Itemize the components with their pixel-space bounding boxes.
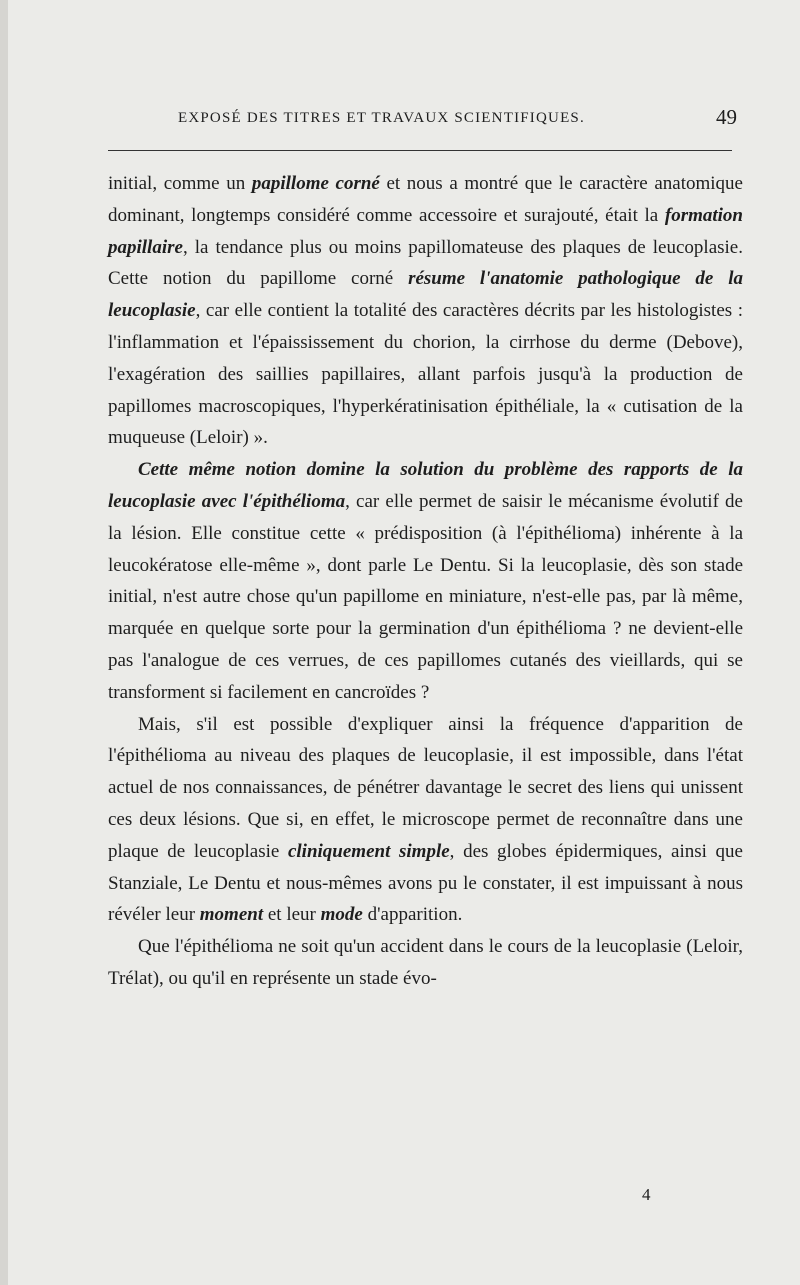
paragraph (108, 931, 743, 995)
signature-mark: 4 (642, 1185, 651, 1204)
running-header (108, 104, 743, 134)
book-page (8, 0, 800, 1285)
page-number: 49 (716, 105, 737, 129)
text-run: , des globes épidermiques, ainsi que Stanziale, Le Dentu et nous-mêmes avons pu le constater, il est impuissant à nous révéler leur (108, 840, 743, 926)
italic-text: formation papillaire (108, 204, 743, 258)
italic-text: Cette même notion domine la solution du problème des rapports de la leucoplasie avec l'épithélioma (108, 459, 743, 512)
paragraph (108, 168, 743, 454)
italic-text: résume l'anatomie pathologique de la leucoplasie (108, 268, 743, 322)
text-run: initial, comme un (108, 173, 252, 194)
text-run: , la tendance plus ou moins papillomateuse des plaques de leucoplasie. Cette notion du papillome corné (108, 236, 743, 290)
text-run: Que l'épithélioma ne soit qu'un accident dans le cours de la leucoplasie (Leloir, Trélat), ou qu'il en représente un stade évo- (108, 936, 743, 989)
italic-text: papillome corné (251, 173, 380, 194)
body-text (108, 168, 743, 995)
italic-text: cliniquement simple (287, 840, 450, 862)
paragraph (108, 709, 743, 932)
text-run: d'apparition. (362, 904, 463, 926)
header-rule (108, 150, 732, 151)
text-run: et nous a montré que le caractère anatomique dominant, longtemps considéré comme accessoire et surajouté, était la (108, 173, 743, 226)
text-run: Mais, s'il est possible d'expliquer ainsi la fréquence d'apparition de l'épithélioma au niveau des plaques de leucoplasie, il est impossible, dans l'état actuel de nos connaissances, de pénétrer davantage le secret des liens qui unissent ces deux lésions. Que si, en effet, le microscope permet de reconnaître dans une plaque de leucoplasie (108, 713, 743, 862)
italic-text: mode (320, 904, 363, 926)
text-run: , car elle permet de saisir le mécanisme évolutif de la lésion. Elle constitue cette « prédisposition (à l'épithélioma) inhérente à la leucokératose elle-même », dont parle Le Dentu. Si la leucoplasie, dès son stade initial, n'est autre chose qu'un papillome en miniature, n'est-elle pas, par là même, marquée en quelque sorte pour la germination d'un épithélioma ? ne devient-elle pas l'analogue de ces verrues, de ces papillomes cutanés des vieillards, qui se transforment si facilement en cancroïdes ? (108, 490, 743, 703)
paragraph (108, 454, 743, 708)
italic-text: moment (199, 904, 264, 926)
text-run: , car elle contient la totalité des caractères décrits par les histologistes : l'inflammation et l'épaississement du chorion, la cirrhose du derme (Debove), l'exagération des saillies papillaires, allant parfois jusqu'à la production de papillomes macroscopiques, l'hyperkératinisation épithéliale, la « cutisation de la muqueuse (Leloir) ». (108, 300, 743, 449)
text-run: et leur (263, 904, 321, 926)
running-title: EXPOSÉ DES TITRES ET TRAVAUX SCIENTIFIQUES. (178, 110, 585, 126)
